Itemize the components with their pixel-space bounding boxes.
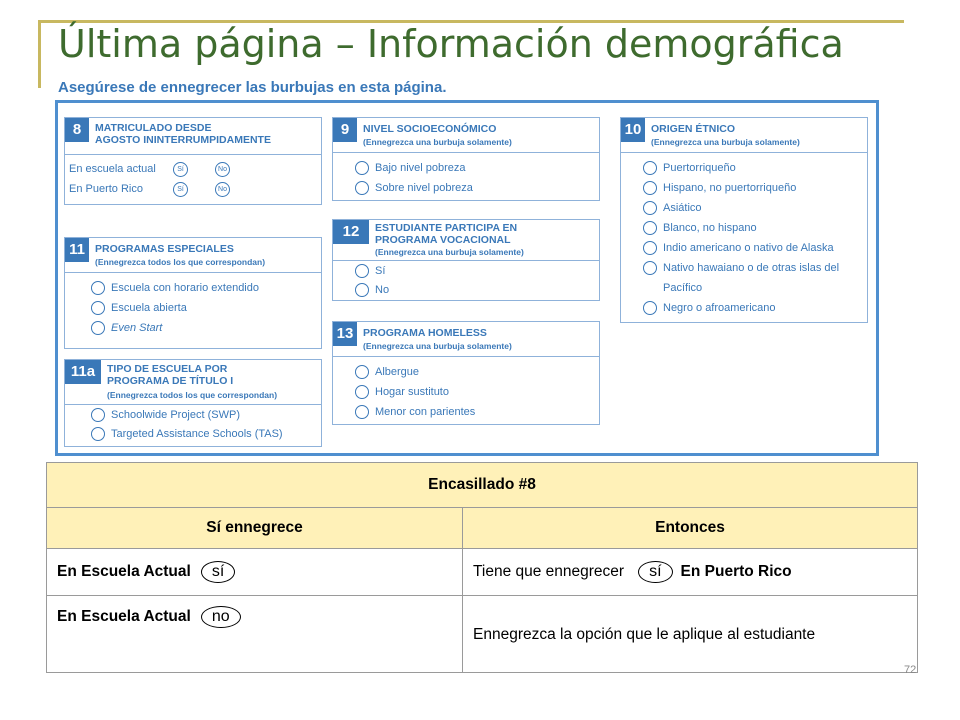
column-header: Sí ennegrece: [47, 508, 463, 549]
box-instruction: (Ennegrezca una burbuja solamente): [375, 247, 524, 257]
option-with-relatives: Menor con parientes: [375, 406, 476, 418]
cell-label: En Puerto Rico: [680, 563, 792, 580]
bubble-no: No: [215, 182, 230, 197]
box-10-ethnic-origin: [620, 117, 868, 323]
box-instruction: (Ennegrezca una burbuja solamente): [363, 341, 512, 351]
option-open-school: Escuela abierta: [111, 302, 187, 314]
answer-oval: sí: [201, 561, 235, 583]
box-instruction: (Ennegrezca todos los que correspondan): [95, 257, 266, 267]
box-title: NIVEL SOCIOECONÓMICO: [363, 123, 497, 135]
option-white: Blanco, no hispano: [663, 222, 757, 234]
box-number: 12: [333, 220, 369, 244]
box-title-line1: ESTUDIANTE PARTICIPA EN: [375, 222, 518, 234]
box-number: 11a: [65, 360, 101, 384]
box-number: 13: [333, 322, 357, 346]
option-native-hawaiian: Nativo hawaiano o de otras islas del: [663, 262, 840, 274]
box-12-vocational: [332, 219, 600, 301]
option-asian: Asiático: [663, 202, 702, 214]
box-title: [107, 363, 233, 387]
encasillado-table: [46, 462, 918, 673]
cell-text: Tiene que ennegrecer: [473, 563, 625, 580]
row-current-school: En escuela actual: [69, 163, 156, 175]
table-cell: Ennegrezca la opción que le aplique al estudiante: [463, 596, 918, 673]
box-title-line2: PROGRAMA DE TÍTULO I: [107, 375, 234, 387]
box-number: 11: [65, 238, 89, 262]
box-number: 8: [65, 118, 89, 142]
box-number: 9: [333, 118, 357, 142]
option-swp: Schoolwide Project (SWP): [111, 409, 240, 421]
form-image: [55, 100, 879, 456]
box-title: [375, 222, 517, 246]
left-accent-line: [38, 20, 41, 88]
option-native-hawaiian-cont: Pacífico: [663, 282, 703, 294]
box-title-line2: PROGRAMA VOCACIONAL: [375, 234, 511, 246]
cell-label: En Escuela Actual: [57, 563, 191, 580]
cell-label: En Escuela Actual: [57, 608, 191, 625]
box-11a-title-i: [64, 359, 322, 447]
option-even-start: Even Start: [111, 322, 163, 334]
answer-oval: sí: [638, 561, 672, 583]
table-header: Encasillado #8: [47, 463, 918, 508]
box-title-line1: MATRICULADO DESDE: [95, 122, 212, 134]
row-puerto-rico: En Puerto Rico: [69, 183, 143, 195]
answer-oval: no: [201, 606, 241, 628]
table-row: [47, 596, 918, 673]
box-title-line2: AGOSTO ININTERRUMPIDAMENTE: [95, 134, 271, 146]
box-9-socioeconomic: [332, 117, 600, 201]
box-title: ORIGEN ÉTNICO: [651, 123, 736, 135]
table-cell: [47, 549, 463, 596]
option-below-poverty: Bajo nivel pobreza: [375, 162, 466, 174]
box-instruction: (Ennegrezca una burbuja solamente): [651, 137, 800, 147]
box-title: PROGRAMA HOMELESS: [363, 327, 487, 339]
option-american-indian: Indio americano o nativo de Alaska: [663, 242, 834, 254]
box-13-homeless: [332, 321, 600, 425]
option-yes: Sí: [375, 265, 386, 277]
table-cell: [463, 549, 918, 596]
box-8-enrolled: [64, 117, 322, 205]
column-header: Entonces: [463, 508, 918, 549]
table-cell: [47, 596, 463, 673]
option-above-poverty: Sobre nivel pobreza: [375, 182, 473, 194]
bubble-no: No: [215, 162, 230, 177]
table-row: [47, 549, 918, 596]
box-instruction: (Ennegrezca una burbuja solamente): [363, 137, 512, 147]
option-tas: Targeted Assistance Schools (TAS): [111, 428, 283, 440]
form-instruction: Asegúrese de ennegrecer las burbujas en esta página.: [58, 79, 447, 96]
option-shelter: Albergue: [375, 366, 420, 378]
box-11-special-programs: [64, 237, 322, 349]
page-title: Última página – Información demográfica: [58, 22, 844, 66]
bubble-yes: Sí: [173, 162, 188, 177]
box-title-line1: TIPO DE ESCUELA POR: [107, 363, 228, 375]
bubble-yes: Sí: [173, 182, 188, 197]
box-title: [95, 122, 271, 146]
option-foster-home: Hogar sustituto: [375, 386, 449, 398]
box-title: PROGRAMAS ESPECIALES: [95, 243, 234, 255]
option-hispanic: Hispano, no puertorriqueño: [663, 182, 797, 194]
option-black: Negro o afroamericano: [663, 302, 776, 314]
option-extended-hours: Escuela con horario extendido: [111, 282, 259, 294]
page-number: 72: [904, 664, 917, 676]
option-puerto-rican: Puertorriqueño: [663, 162, 736, 174]
box-number: 10: [621, 118, 645, 142]
box-instruction: (Ennegrezca todos los que correspondan): [107, 390, 278, 400]
option-no: No: [375, 284, 390, 296]
